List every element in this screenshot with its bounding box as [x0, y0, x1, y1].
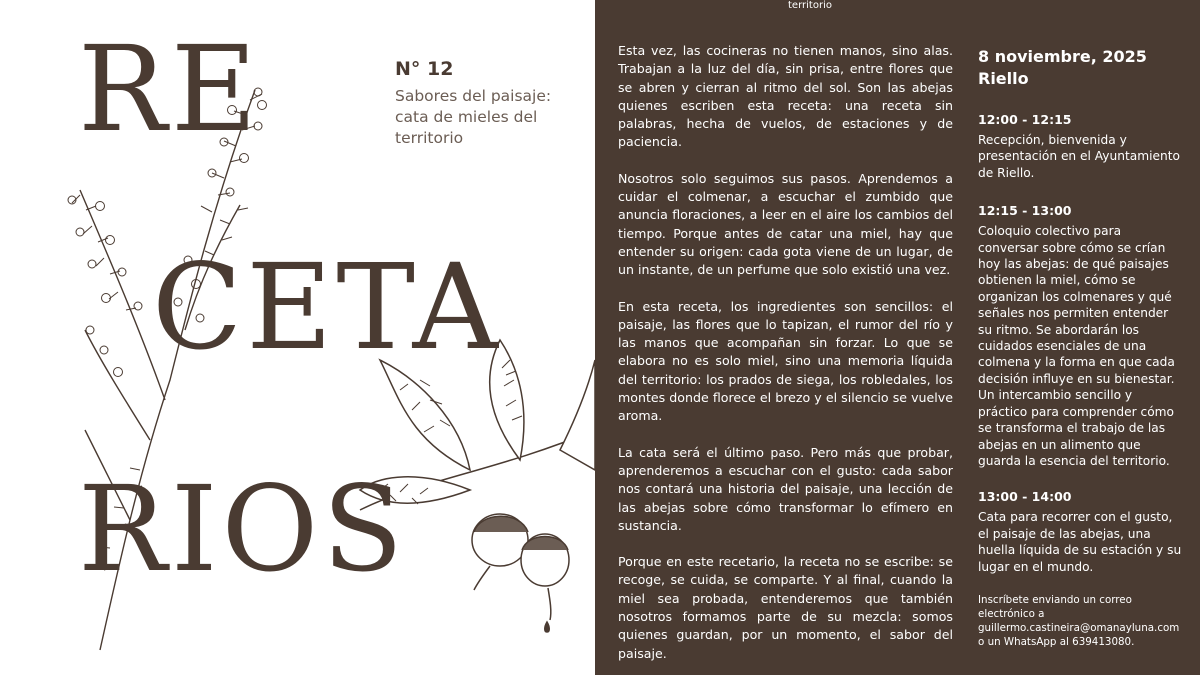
- top-label: territorio: [788, 0, 832, 11]
- body-paragraph: Nosotros solo seguimos sus pasos. Aprendemos a cuidar el colmenar, a escuchar el zumbido que anuncia floraciones, a leer en el aire los cambios del tiempo. Porque antes de catar una miel, hay que entender su origen: cada gota viene de un lugar, de un instante, de un perfume que solo existió una vez.: [618, 170, 953, 278]
- issue-block: [395, 58, 585, 149]
- schedule-item: [978, 489, 1183, 575]
- title-line-ceta: CETA: [152, 238, 502, 376]
- schedule-desc: Coloquio colectivo para conversar sobre cómo se crían hoy las abejas: de qué paisajes obtienen la miel, cómo se organizan los colmenares y qué señales nos permiten entender su ritmo. Se abordarán los cuidados esenciales de una colmena y la forma en que cada decisión influye en su bienestar. Un intercambio sencillo y práctico para comprender cómo se transforma el trabajo de las abejas en un alimento que guarda la esencia del territorio.: [978, 224, 1175, 468]
- body-text: [618, 42, 953, 675]
- title-line-rios: RIOS: [78, 460, 408, 598]
- signup-note: [978, 593, 1183, 649]
- schedule-desc: Recepción, bienvenida y presentación en el Ayuntamiento de Riello.: [978, 133, 1180, 180]
- signup-line2: o un WhatsApp al 639413080.: [978, 635, 1135, 648]
- schedule-time: 12:00 - 12:15: [978, 112, 1072, 127]
- right-panel: [595, 0, 1200, 675]
- body-paragraph: La cata será el último paso. Pero más que probar, aprenderemos a escuchar con el gusto: cada sabor nos contará una historia del paisaje, una lección de las abejas sobre cómo transformar lo efímero en sustancia.: [618, 444, 953, 533]
- schedule-item: [978, 112, 1183, 181]
- event-place: Riello: [978, 69, 1029, 88]
- event-date: 8 noviembre, 2025: [978, 47, 1147, 66]
- body-paragraph: Esta vez, las cocineras no tienen manos, sino alas. Trabajan a la luz del día, sin prisa, entre flores que se abren y cierran al ritmo del sol. Son las abejas quienes escriben esta receta: una receta sin palabras, hecha de vuelos, de estaciones y de paciencia.: [618, 43, 953, 150]
- left-panel: [0, 0, 595, 675]
- schedule-time: 13:00 - 14:00: [978, 489, 1072, 505]
- issue-number: N° 12: [395, 58, 454, 80]
- signup-line1: Inscríbete enviando un correo electrónico a: [978, 593, 1132, 620]
- event-sidebar: [978, 46, 1183, 649]
- body-paragraph: Porque en este recetario, la receta no se escribe: se recoge, se cuida, se comparte. Y al final, cuando la miel sea probada, entenderemos que también nosotros formamos parte de su mezcla: somos quienes guardan, por un momento, el sabor del paisaje.: [618, 554, 953, 661]
- schedule-desc: Cata para recorrer con el gusto, el paisaje de las abejas, una huella líquida de su estación y su lugar en el mundo.: [978, 510, 1182, 574]
- schedule-time: 12:15 - 13:00: [978, 203, 1072, 219]
- schedule-item: [978, 203, 1183, 469]
- body-paragraph: En esta receta, los ingredientes son sencillos: el paisaje, las flores que lo tapizan, el rumor del río y las manos que acompañan sin forzar. Lo que se elabora no es solo miel, sino una memoria líquida del territorio: los prados de siega, los robledales, los montes donde florece el brezo y el silencio se vuelve aroma.: [618, 298, 953, 424]
- issue-subtitle: Sabores del paisaje: cata de mieles del territorio: [395, 87, 552, 147]
- title-line-re: RE: [78, 20, 261, 158]
- event-date-place: [978, 46, 1183, 90]
- signup-email[interactable]: guillermo.castineira@omanayluna.com: [978, 621, 1180, 634]
